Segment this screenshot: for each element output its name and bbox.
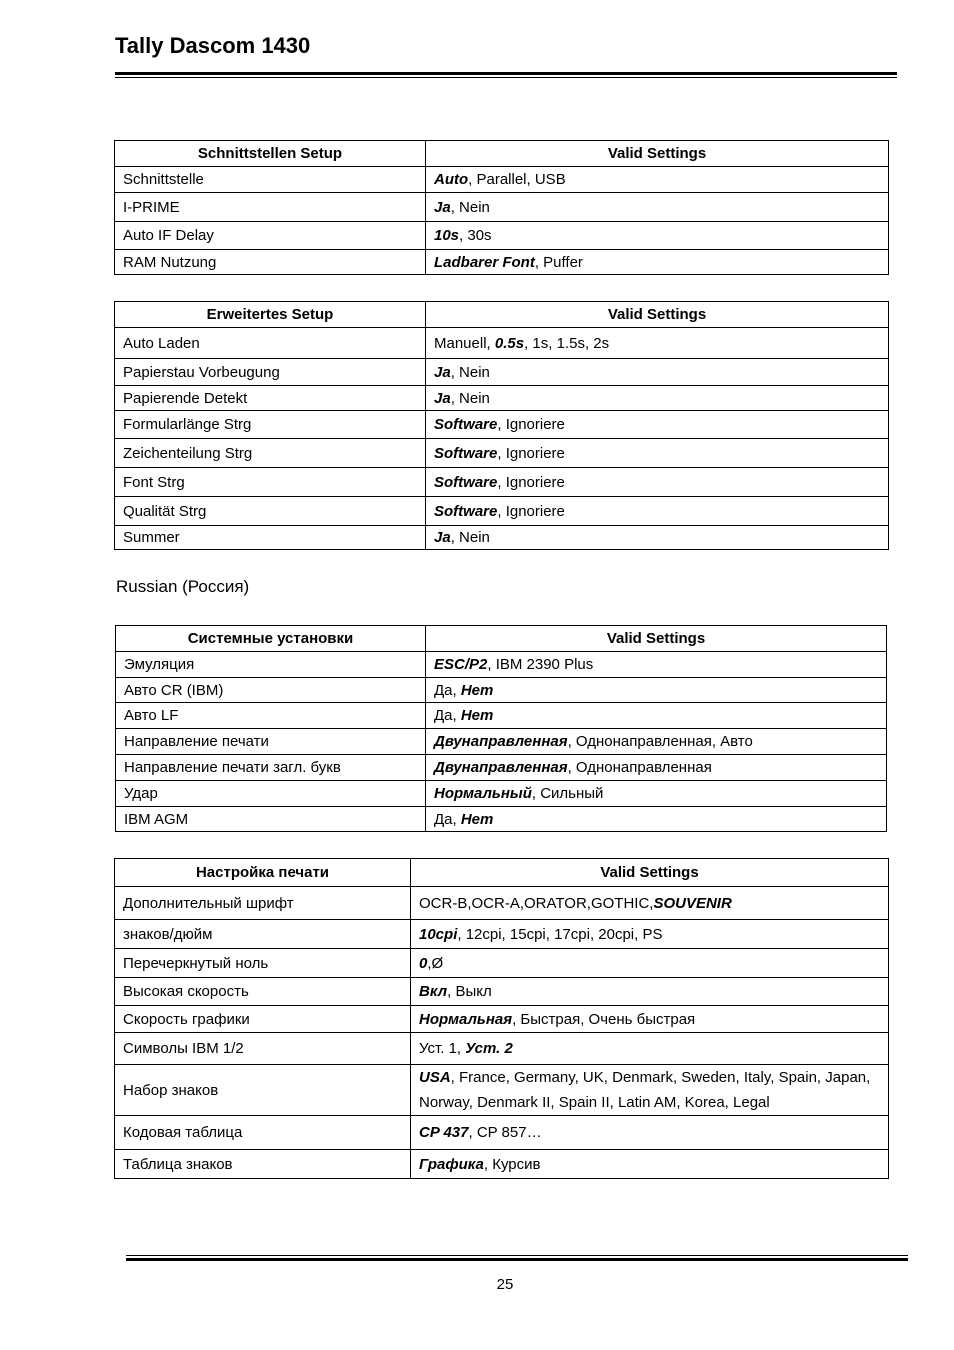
table-row: [116, 652, 887, 678]
table-row: [115, 1150, 889, 1179]
option-value: OCR-B,OCR-A,ORATOR,GOTHIC,: [419, 894, 654, 912]
header-rule-thin: [115, 77, 897, 78]
setting-values: [426, 359, 889, 386]
column-header-valid-settings: Valid Settings: [426, 626, 887, 652]
default-value: Двунаправленная: [434, 759, 568, 776]
default-value: Нормальная: [419, 1010, 513, 1028]
setting-values: [411, 978, 889, 1006]
default-value: SOUVENIR: [653, 894, 732, 912]
setting-values: [411, 1065, 889, 1116]
default-value: Уст. 2: [465, 1040, 513, 1057]
column-header-setting: Erweitertes Setup: [115, 302, 426, 328]
option-value: Да,: [434, 681, 461, 699]
setting-values: [411, 1006, 889, 1033]
setting-label: Schnittstelle: [115, 167, 426, 193]
option-value: , Nein: [450, 389, 490, 407]
default-value: 0: [419, 954, 428, 972]
setting-label: Кодовая таблица: [115, 1116, 411, 1150]
default-value: Нормальный: [434, 785, 532, 802]
default-value: Software: [434, 473, 498, 491]
setting-label: Символы IBM 1/2: [115, 1033, 411, 1065]
option-value: , Parallel, USB: [468, 171, 566, 188]
option-value: , Однонаправленная, Авто: [567, 733, 753, 750]
setting-values: [426, 411, 889, 439]
setting-values: [426, 807, 887, 832]
setting-label: I-PRIME: [115, 193, 426, 222]
setting-label: Набор знаков: [115, 1065, 411, 1116]
table-row: [115, 411, 889, 439]
table-row: [115, 1116, 889, 1150]
option-value: , Однонаправленная: [567, 759, 712, 776]
footer-rule-thin: [126, 1255, 908, 1256]
option-value: , Puffer: [534, 253, 583, 271]
table-header-row: [115, 141, 889, 167]
table-row: [115, 1033, 889, 1065]
option-value: , 1s, 1.5s, 2s: [524, 334, 610, 352]
default-value: Ja: [434, 363, 451, 381]
option-value: , Курсив: [483, 1155, 541, 1173]
setting-values: [426, 250, 889, 275]
setting-values: [426, 652, 887, 678]
setting-values: [426, 193, 889, 222]
setting-label: Перечеркнутый ноль: [115, 949, 411, 978]
table-header-row: [116, 626, 887, 652]
setting-values: [426, 729, 887, 755]
option-value: , Выкл: [447, 983, 492, 1000]
table-row: [115, 386, 889, 411]
setting-values: [426, 468, 889, 497]
default-value: Ja: [434, 529, 451, 546]
setting-label: Высокая скорость: [115, 978, 411, 1006]
footer-rule-thick: [126, 1258, 908, 1261]
setting-values: [411, 1033, 889, 1065]
default-value: Ja: [434, 198, 451, 216]
default-value: Нет: [460, 681, 494, 699]
option-value: Уст. 1,: [419, 1040, 466, 1057]
setting-values: [411, 887, 889, 920]
default-value: Двунаправленная: [434, 733, 568, 750]
option-value: , Быстрая, Очень быстрая: [512, 1010, 696, 1028]
table-row: [115, 920, 889, 949]
setting-label: Дополнительный шрифт: [115, 887, 411, 920]
option-value: Manuell,: [434, 334, 495, 352]
default-value: Нет: [460, 810, 494, 828]
setting-label: Papierstau Vorbeugung: [115, 359, 426, 386]
table-row: [116, 755, 887, 781]
print-settings-table-ru: [114, 858, 889, 1179]
default-value: 0.5s: [494, 334, 525, 352]
default-value: ESC/P2: [434, 656, 488, 673]
table-row: [115, 359, 889, 386]
setting-label: Zeichenteilung Strg: [115, 439, 426, 468]
section-heading-russian: Russian (Россия): [116, 577, 250, 596]
table-row: [115, 978, 889, 1006]
column-header-valid-settings: Valid Settings: [426, 141, 889, 167]
column-header-setting: Настройка печати: [115, 859, 411, 887]
table-row: [116, 678, 887, 703]
default-value: Software: [434, 416, 498, 433]
option-value: , CP 857…: [468, 1124, 542, 1141]
table-row: [115, 468, 889, 497]
table-row: [115, 222, 889, 250]
table-row: [116, 703, 887, 729]
option-value: , 30s: [459, 227, 492, 244]
setting-values: [411, 920, 889, 949]
table-row: [115, 250, 889, 275]
table-row: [115, 167, 889, 193]
setting-label: знаков/дюйм: [115, 920, 411, 949]
table-row: [115, 439, 889, 468]
default-value: Нет: [460, 707, 494, 724]
default-value: Вкл: [419, 983, 448, 1000]
setting-label: Papierende Detekt: [115, 386, 426, 411]
setting-label: Auto IF Delay: [115, 222, 426, 250]
default-value: Auto: [434, 171, 469, 188]
table-row: [116, 807, 887, 832]
column-header-setting: Schnittstellen Setup: [115, 141, 426, 167]
option-value: , Ignoriere: [497, 502, 565, 520]
option-value: , Nein: [450, 363, 490, 381]
schnittstellen-setup-table: [114, 140, 889, 275]
table-row: [115, 1006, 889, 1033]
table-row: [115, 887, 889, 920]
column-header-valid-settings: Valid Settings: [411, 859, 889, 887]
option-value: , 12cpi, 15cpi, 17cpi, 20cpi, PS: [457, 925, 663, 943]
table-header-row: [115, 859, 889, 887]
setting-values: [426, 328, 889, 359]
page-number: 25: [496, 1276, 514, 1293]
option-value: Да,: [434, 707, 461, 724]
erweitertes-setup-table: [114, 301, 889, 550]
setting-label: Auto Laden: [115, 328, 426, 359]
setting-label: Font Strg: [115, 468, 426, 497]
setting-values: [411, 949, 889, 978]
document-title: Tally Dascom 1430: [115, 33, 311, 58]
table-row: [115, 949, 889, 978]
setting-label: Formularlänge Strg: [115, 411, 426, 439]
setting-values: [426, 497, 889, 526]
setting-label: Направление печати загл. букв: [116, 755, 426, 781]
setting-values: [426, 678, 887, 703]
setting-values: [426, 703, 887, 729]
table-row: [116, 729, 887, 755]
setting-label: Скорость графики: [115, 1006, 411, 1033]
setting-label: Таблица знаков: [115, 1150, 411, 1179]
option-value: , Nein: [450, 529, 490, 546]
default-value: Software: [434, 502, 498, 520]
default-value: Графика: [419, 1155, 484, 1173]
table-row: [116, 781, 887, 807]
default-value: Ja: [434, 389, 451, 407]
default-value: 10s: [434, 227, 460, 244]
option-value: , Ignoriere: [497, 416, 565, 433]
system-settings-table-ru: [115, 625, 887, 832]
default-value: Software: [434, 444, 498, 462]
setting-label: Направление печати: [116, 729, 426, 755]
setting-label: Эмуляция: [116, 652, 426, 678]
option-value: Да,: [434, 810, 461, 828]
column-header-setting: Системные установки: [116, 626, 426, 652]
setting-values: [426, 222, 889, 250]
setting-values: [426, 781, 887, 807]
option-value: ,Ø: [427, 954, 444, 972]
setting-values: [426, 386, 889, 411]
setting-label: Авто LF: [116, 703, 426, 729]
setting-values: [411, 1116, 889, 1150]
option-value: , Сильный: [531, 785, 604, 802]
setting-label: Удар: [116, 781, 426, 807]
table-row: [115, 193, 889, 222]
option-value: , Nein: [450, 198, 490, 216]
column-header-valid-settings: Valid Settings: [426, 302, 889, 328]
header-rule-thick: [115, 72, 897, 75]
default-value: Ladbarer Font: [434, 253, 535, 271]
setting-label: Summer: [115, 526, 426, 550]
setting-label: IBM AGM: [116, 807, 426, 832]
setting-label: Авто CR (IBM): [116, 678, 426, 703]
option-value: , Ignoriere: [497, 473, 565, 491]
setting-values: [411, 1150, 889, 1179]
setting-values: [426, 755, 887, 781]
setting-label: RAM Nutzung: [115, 250, 426, 275]
setting-label: Qualität Strg: [115, 497, 426, 526]
setting-values: [426, 439, 889, 468]
default-value: 10cpi: [419, 925, 458, 943]
table-row: [115, 328, 889, 359]
option-value: , Ignoriere: [497, 444, 565, 462]
default-value: USA: [419, 1069, 451, 1086]
default-value: CP 437: [419, 1124, 469, 1141]
table-row: [115, 497, 889, 526]
option-value: , IBM 2390 Plus: [487, 656, 594, 673]
option-value: , France, Germany, UK, Denmark, Sweden, Italy, Spain, Japan, Norway, Denmark II, Spain II, Latin AM, Korea, Legal: [419, 1069, 871, 1111]
setting-values: [426, 526, 889, 550]
table-row: [115, 1065, 889, 1116]
setting-values: [426, 167, 889, 193]
table-row: [115, 526, 889, 550]
table-header-row: [115, 302, 889, 328]
